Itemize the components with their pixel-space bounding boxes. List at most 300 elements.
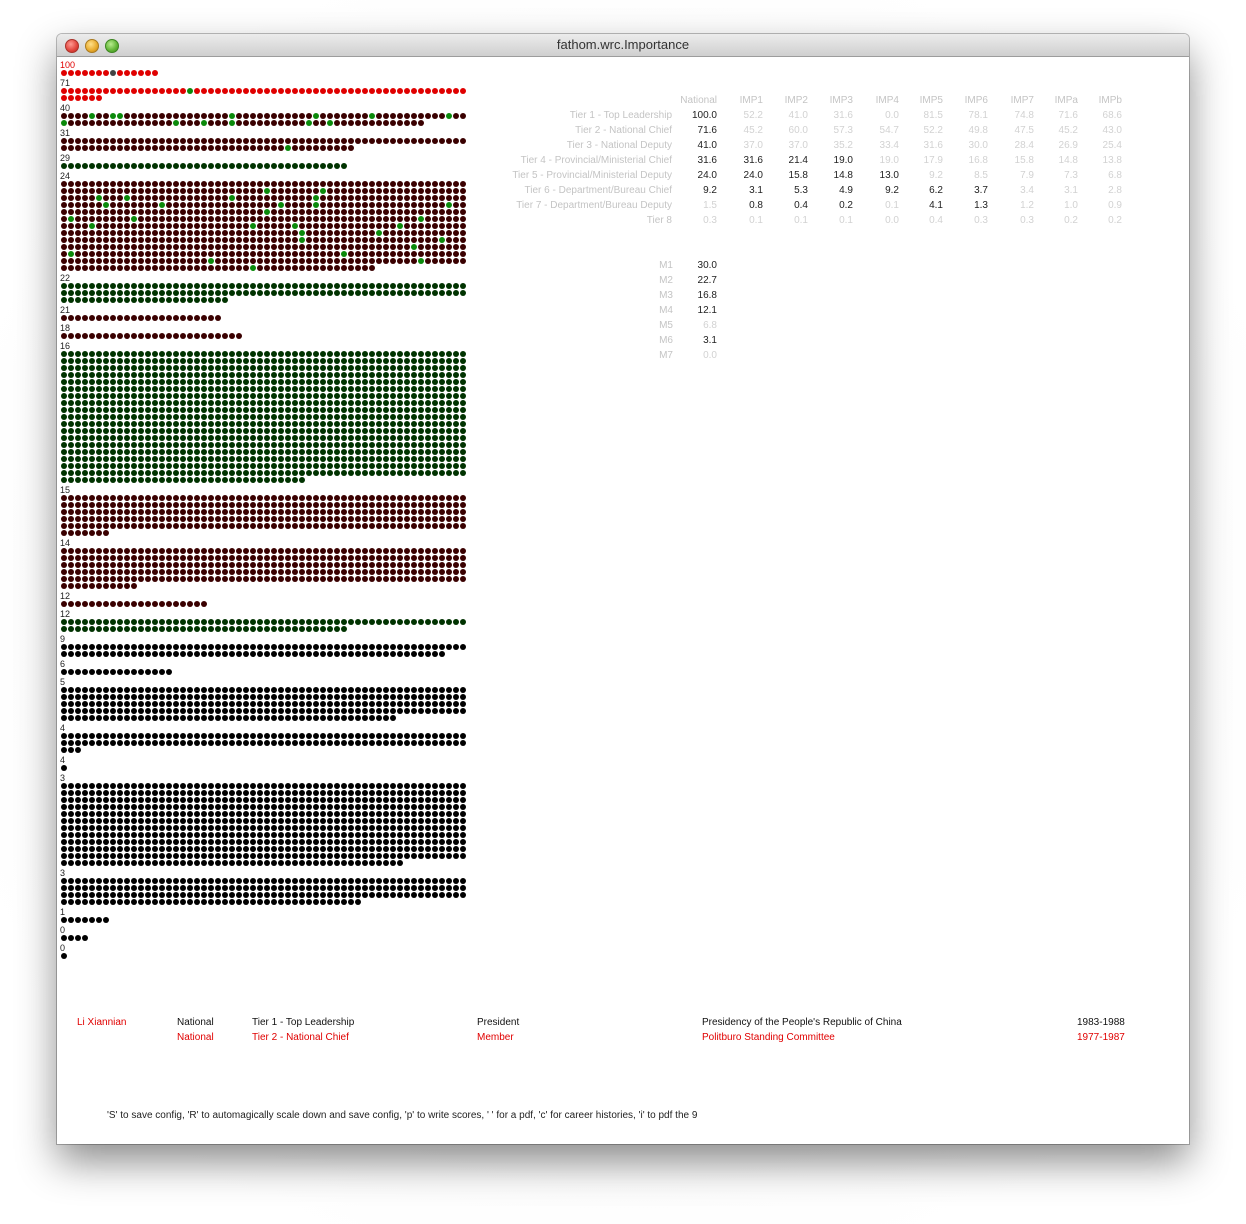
- person-dot[interactable]: [327, 878, 333, 884]
- person-dot[interactable]: [222, 516, 228, 522]
- person-dot[interactable]: [383, 576, 389, 582]
- person-dot[interactable]: [285, 701, 291, 707]
- person-dot[interactable]: [299, 708, 305, 714]
- person-dot[interactable]: [110, 569, 116, 575]
- person-dot[interactable]: [68, 846, 74, 852]
- person-dot[interactable]: [82, 562, 88, 568]
- person-dot[interactable]: [194, 449, 200, 455]
- person-dot[interactable]: [446, 853, 452, 859]
- person-dot[interactable]: [348, 456, 354, 462]
- person-dot[interactable]: [68, 516, 74, 522]
- person-dot[interactable]: [187, 839, 193, 845]
- person-dot[interactable]: [131, 846, 137, 852]
- person-dot[interactable]: [348, 740, 354, 746]
- person-dot[interactable]: [173, 846, 179, 852]
- person-dot[interactable]: [285, 694, 291, 700]
- person-dot[interactable]: [411, 790, 417, 796]
- person-dot[interactable]: [173, 477, 179, 483]
- person-dot[interactable]: [292, 860, 298, 866]
- person-dot[interactable]: [285, 495, 291, 501]
- person-dot[interactable]: [376, 878, 382, 884]
- person-dot[interactable]: [257, 470, 263, 476]
- person-dot[interactable]: [264, 442, 270, 448]
- person-dot[interactable]: [103, 651, 109, 657]
- person-dot[interactable]: [369, 853, 375, 859]
- person-dot[interactable]: [250, 619, 256, 625]
- person-dot[interactable]: [355, 885, 361, 891]
- person-dot[interactable]: [229, 555, 235, 561]
- person-dot[interactable]: [229, 421, 235, 427]
- person-dot[interactable]: [362, 846, 368, 852]
- person-dot[interactable]: [369, 651, 375, 657]
- person-dot[interactable]: [320, 797, 326, 803]
- person-dot[interactable]: [96, 701, 102, 707]
- person-dot[interactable]: [397, 523, 403, 529]
- person-dot[interactable]: [376, 846, 382, 852]
- person-dot[interactable]: [460, 694, 466, 700]
- person-dot[interactable]: [89, 818, 95, 824]
- person-dot[interactable]: [89, 523, 95, 529]
- person-dot[interactable]: [411, 740, 417, 746]
- person-dot[interactable]: [341, 495, 347, 501]
- person-dot[interactable]: [201, 790, 207, 796]
- person-dot[interactable]: [96, 846, 102, 852]
- person-dot[interactable]: [404, 470, 410, 476]
- person-dot[interactable]: [208, 846, 214, 852]
- person-dot[interactable]: [341, 892, 347, 898]
- person-dot[interactable]: [320, 442, 326, 448]
- person-dot[interactable]: [82, 548, 88, 554]
- person-dot[interactable]: [82, 708, 88, 714]
- person-dot[interactable]: [439, 811, 445, 817]
- person-dot[interactable]: [131, 687, 137, 693]
- person-dot[interactable]: [306, 892, 312, 898]
- person-dot[interactable]: [299, 797, 305, 803]
- person-dot[interactable]: [152, 790, 158, 796]
- person-dot[interactable]: [194, 825, 200, 831]
- person-dot[interactable]: [390, 733, 396, 739]
- person-dot[interactable]: [159, 569, 165, 575]
- person-dot[interactable]: [264, 619, 270, 625]
- person-dot[interactable]: [103, 626, 109, 632]
- person-dot[interactable]: [117, 644, 123, 650]
- person-dot[interactable]: [320, 790, 326, 796]
- person-dot[interactable]: [173, 740, 179, 746]
- person-dot[interactable]: [243, 733, 249, 739]
- person-dot[interactable]: [320, 860, 326, 866]
- person-dot[interactable]: [453, 509, 459, 515]
- person-dot[interactable]: [257, 516, 263, 522]
- person-dot[interactable]: [236, 701, 242, 707]
- person-dot[interactable]: [124, 569, 130, 575]
- person-dot[interactable]: [383, 733, 389, 739]
- person-dot[interactable]: [306, 899, 312, 905]
- person-dot[interactable]: [194, 463, 200, 469]
- person-dot[interactable]: [110, 442, 116, 448]
- person-dot[interactable]: [320, 846, 326, 852]
- person-dot[interactable]: [341, 516, 347, 522]
- person-dot[interactable]: [236, 878, 242, 884]
- person-dot[interactable]: [96, 917, 102, 923]
- person-dot[interactable]: [376, 562, 382, 568]
- person-dot[interactable]: [229, 832, 235, 838]
- person-dot[interactable]: [355, 495, 361, 501]
- person-dot[interactable]: [166, 644, 172, 650]
- person-dot[interactable]: [110, 694, 116, 700]
- person-dot[interactable]: [187, 601, 193, 607]
- person-dot[interactable]: [201, 576, 207, 582]
- person-dot[interactable]: [432, 456, 438, 462]
- person-dot[interactable]: [432, 449, 438, 455]
- person-dot[interactable]: [355, 442, 361, 448]
- person-dot[interactable]: [257, 562, 263, 568]
- person-dot[interactable]: [453, 548, 459, 554]
- person-dot[interactable]: [131, 811, 137, 817]
- person-dot[interactable]: [285, 435, 291, 441]
- person-dot[interactable]: [453, 818, 459, 824]
- person-dot[interactable]: [334, 832, 340, 838]
- person-dot[interactable]: [397, 694, 403, 700]
- person-dot[interactable]: [320, 509, 326, 515]
- person-dot[interactable]: [460, 687, 466, 693]
- person-dot[interactable]: [425, 708, 431, 714]
- person-dot[interactable]: [236, 899, 242, 905]
- person-dot[interactable]: [68, 733, 74, 739]
- title-bar[interactable]: [57, 34, 1189, 57]
- person-dot[interactable]: [159, 701, 165, 707]
- person-dot[interactable]: [369, 885, 375, 891]
- person-dot[interactable]: [138, 509, 144, 515]
- person-dot[interactable]: [362, 733, 368, 739]
- person-dot[interactable]: [320, 576, 326, 582]
- person-dot[interactable]: [411, 701, 417, 707]
- person-dot[interactable]: [187, 435, 193, 441]
- person-dot[interactable]: [89, 878, 95, 884]
- person-dot[interactable]: [243, 651, 249, 657]
- person-dot[interactable]: [299, 495, 305, 501]
- person-dot[interactable]: [145, 626, 151, 632]
- person-dot[interactable]: [460, 740, 466, 746]
- person-dot[interactable]: [292, 477, 298, 483]
- person-dot[interactable]: [243, 477, 249, 483]
- person-dot[interactable]: [397, 804, 403, 810]
- person-dot[interactable]: [173, 651, 179, 657]
- person-dot[interactable]: [194, 619, 200, 625]
- person-dot[interactable]: [411, 783, 417, 789]
- person-dot[interactable]: [145, 421, 151, 427]
- person-dot[interactable]: [418, 694, 424, 700]
- person-dot[interactable]: [124, 442, 130, 448]
- person-dot[interactable]: [166, 839, 172, 845]
- person-dot[interactable]: [124, 804, 130, 810]
- person-dot[interactable]: [152, 651, 158, 657]
- person-dot[interactable]: [236, 832, 242, 838]
- person-dot[interactable]: [327, 860, 333, 866]
- person-dot[interactable]: [131, 509, 137, 515]
- person-dot[interactable]: [215, 470, 221, 476]
- person-dot[interactable]: [180, 619, 186, 625]
- person-dot[interactable]: [243, 502, 249, 508]
- person-dot[interactable]: [124, 555, 130, 561]
- person-dot[interactable]: [299, 548, 305, 554]
- person-dot[interactable]: [264, 626, 270, 632]
- person-dot[interactable]: [460, 846, 466, 852]
- person-dot[interactable]: [96, 548, 102, 554]
- person-dot[interactable]: [201, 885, 207, 891]
- person-dot[interactable]: [327, 839, 333, 845]
- person-dot[interactable]: [271, 576, 277, 582]
- person-dot[interactable]: [383, 878, 389, 884]
- person-dot[interactable]: [131, 562, 137, 568]
- person-dot[interactable]: [292, 562, 298, 568]
- person-dot[interactable]: [453, 470, 459, 476]
- person-dot[interactable]: [250, 435, 256, 441]
- person-dot[interactable]: [131, 669, 137, 675]
- person-dot[interactable]: [460, 885, 466, 891]
- person-dot[interactable]: [418, 825, 424, 831]
- person-dot[interactable]: [103, 530, 109, 536]
- person-dot[interactable]: [229, 701, 235, 707]
- person-dot[interactable]: [425, 811, 431, 817]
- person-dot[interactable]: [61, 569, 67, 575]
- person-dot[interactable]: [159, 892, 165, 898]
- person-dot[interactable]: [215, 651, 221, 657]
- person-dot[interactable]: [152, 740, 158, 746]
- person-dot[interactable]: [278, 899, 284, 905]
- person-dot[interactable]: [334, 442, 340, 448]
- person-dot[interactable]: [418, 495, 424, 501]
- person-dot[interactable]: [369, 839, 375, 845]
- person-dot[interactable]: [418, 449, 424, 455]
- person-dot[interactable]: [264, 804, 270, 810]
- person-dot[interactable]: [75, 853, 81, 859]
- person-dot[interactable]: [68, 456, 74, 462]
- person-dot[interactable]: [334, 626, 340, 632]
- person-dot[interactable]: [103, 818, 109, 824]
- person-dot[interactable]: [159, 715, 165, 721]
- person-dot[interactable]: [159, 449, 165, 455]
- person-dot[interactable]: [425, 421, 431, 427]
- person-dot[interactable]: [278, 701, 284, 707]
- person-dot[interactable]: [278, 477, 284, 483]
- person-dot[interactable]: [201, 523, 207, 529]
- person-dot[interactable]: [376, 502, 382, 508]
- person-dot[interactable]: [271, 509, 277, 515]
- person-dot[interactable]: [278, 619, 284, 625]
- person-dot[interactable]: [278, 846, 284, 852]
- person-dot[interactable]: [306, 839, 312, 845]
- person-dot[interactable]: [327, 548, 333, 554]
- person-dot[interactable]: [75, 804, 81, 810]
- person-dot[interactable]: [243, 892, 249, 898]
- person-dot[interactable]: [376, 860, 382, 866]
- person-dot[interactable]: [173, 797, 179, 803]
- person-dot[interactable]: [404, 878, 410, 884]
- person-dot[interactable]: [264, 428, 270, 434]
- person-dot[interactable]: [257, 694, 263, 700]
- person-dot[interactable]: [215, 644, 221, 650]
- person-dot[interactable]: [145, 442, 151, 448]
- person-dot[interactable]: [390, 449, 396, 455]
- person-dot[interactable]: [117, 626, 123, 632]
- person-dot[interactable]: [369, 502, 375, 508]
- person-dot[interactable]: [61, 694, 67, 700]
- person-dot[interactable]: [306, 555, 312, 561]
- person-dot[interactable]: [271, 435, 277, 441]
- person-dot[interactable]: [110, 797, 116, 803]
- person-dot[interactable]: [124, 502, 130, 508]
- person-dot[interactable]: [243, 435, 249, 441]
- person-dot[interactable]: [264, 708, 270, 714]
- person-dot[interactable]: [243, 523, 249, 529]
- person-dot[interactable]: [138, 669, 144, 675]
- person-dot[interactable]: [152, 523, 158, 529]
- person-dot[interactable]: [68, 463, 74, 469]
- person-dot[interactable]: [285, 502, 291, 508]
- person-dot[interactable]: [257, 555, 263, 561]
- person-dot[interactable]: [292, 509, 298, 515]
- person-dot[interactable]: [327, 804, 333, 810]
- person-dot[interactable]: [397, 502, 403, 508]
- person-dot[interactable]: [411, 885, 417, 891]
- person-dot[interactable]: [117, 860, 123, 866]
- person-dot[interactable]: [397, 733, 403, 739]
- person-dot[interactable]: [180, 442, 186, 448]
- person-dot[interactable]: [390, 878, 396, 884]
- person-dot[interactable]: [110, 555, 116, 561]
- person-dot[interactable]: [124, 463, 130, 469]
- person-dot[interactable]: [145, 576, 151, 582]
- person-dot[interactable]: [166, 569, 172, 575]
- person-dot[interactable]: [110, 562, 116, 568]
- person-dot[interactable]: [306, 846, 312, 852]
- person-dot[interactable]: [208, 853, 214, 859]
- person-dot[interactable]: [222, 899, 228, 905]
- person-dot[interactable]: [243, 846, 249, 852]
- person-dot[interactable]: [432, 878, 438, 884]
- person-dot[interactable]: [229, 495, 235, 501]
- person-dot[interactable]: [243, 428, 249, 434]
- person-dot[interactable]: [180, 569, 186, 575]
- person-dot[interactable]: [138, 523, 144, 529]
- person-dot[interactable]: [348, 470, 354, 476]
- person-dot[interactable]: [320, 899, 326, 905]
- person-dot[interactable]: [313, 790, 319, 796]
- person-dot[interactable]: [369, 804, 375, 810]
- person-dot[interactable]: [194, 818, 200, 824]
- person-dot[interactable]: [131, 853, 137, 859]
- person-dot[interactable]: [292, 832, 298, 838]
- person-dot[interactable]: [159, 619, 165, 625]
- person-dot[interactable]: [264, 495, 270, 501]
- person-dot[interactable]: [194, 477, 200, 483]
- person-dot[interactable]: [334, 449, 340, 455]
- person-dot[interactable]: [145, 818, 151, 824]
- person-dot[interactable]: [180, 825, 186, 831]
- person-dot[interactable]: [460, 853, 466, 859]
- person-dot[interactable]: [418, 839, 424, 845]
- person-dot[interactable]: [152, 576, 158, 582]
- person-dot[interactable]: [229, 428, 235, 434]
- person-dot[interactable]: [271, 825, 277, 831]
- person-dot[interactable]: [369, 421, 375, 427]
- person-dot[interactable]: [439, 708, 445, 714]
- person-dot[interactable]: [215, 442, 221, 448]
- person-dot[interactable]: [236, 435, 242, 441]
- person-dot[interactable]: [334, 562, 340, 568]
- person-dot[interactable]: [173, 853, 179, 859]
- person-dot[interactable]: [131, 502, 137, 508]
- person-dot[interactable]: [201, 477, 207, 483]
- person-dot[interactable]: [327, 569, 333, 575]
- person-dot[interactable]: [89, 509, 95, 515]
- person-dot[interactable]: [362, 470, 368, 476]
- person-dot[interactable]: [222, 555, 228, 561]
- person-dot[interactable]: [117, 687, 123, 693]
- person-dot[interactable]: [117, 495, 123, 501]
- person-dot[interactable]: [166, 804, 172, 810]
- person-dot[interactable]: [96, 818, 102, 824]
- person-dot[interactable]: [68, 804, 74, 810]
- person-dot[interactable]: [166, 892, 172, 898]
- person-dot[interactable]: [180, 797, 186, 803]
- person-dot[interactable]: [313, 740, 319, 746]
- person-dot[interactable]: [334, 421, 340, 427]
- person-dot[interactable]: [68, 790, 74, 796]
- person-dot[interactable]: [68, 694, 74, 700]
- person-dot[interactable]: [334, 701, 340, 707]
- person-dot[interactable]: [159, 626, 165, 632]
- person-dot[interactable]: [362, 811, 368, 817]
- person-dot[interactable]: [152, 694, 158, 700]
- person-dot[interactable]: [411, 651, 417, 657]
- person-dot[interactable]: [124, 669, 130, 675]
- person-dot[interactable]: [432, 853, 438, 859]
- person-dot[interactable]: [306, 818, 312, 824]
- person-dot[interactable]: [397, 790, 403, 796]
- person-dot[interactable]: [131, 694, 137, 700]
- person-dot[interactable]: [103, 516, 109, 522]
- person-dot[interactable]: [124, 892, 130, 898]
- person-dot[interactable]: [453, 456, 459, 462]
- person-dot[interactable]: [404, 790, 410, 796]
- person-dot[interactable]: [299, 687, 305, 693]
- person-dot[interactable]: [362, 839, 368, 845]
- person-dot[interactable]: [61, 530, 67, 536]
- person-dot[interactable]: [152, 783, 158, 789]
- person-dot[interactable]: [292, 797, 298, 803]
- person-dot[interactable]: [103, 576, 109, 582]
- person-dot[interactable]: [320, 470, 326, 476]
- person-dot[interactable]: [292, 839, 298, 845]
- person-dot[interactable]: [411, 523, 417, 529]
- person-dot[interactable]: [194, 797, 200, 803]
- person-dot[interactable]: [229, 892, 235, 898]
- person-dot[interactable]: [173, 644, 179, 650]
- person-dot[interactable]: [215, 790, 221, 796]
- person-dot[interactable]: [201, 509, 207, 515]
- person-dot[interactable]: [453, 495, 459, 501]
- person-dot[interactable]: [376, 442, 382, 448]
- person-dot[interactable]: [453, 619, 459, 625]
- person-dot[interactable]: [131, 576, 137, 582]
- person-dot[interactable]: [180, 783, 186, 789]
- person-dot[interactable]: [411, 495, 417, 501]
- person-dot[interactable]: [376, 811, 382, 817]
- person-dot[interactable]: [348, 548, 354, 554]
- person-dot[interactable]: [439, 733, 445, 739]
- person-dot[interactable]: [285, 548, 291, 554]
